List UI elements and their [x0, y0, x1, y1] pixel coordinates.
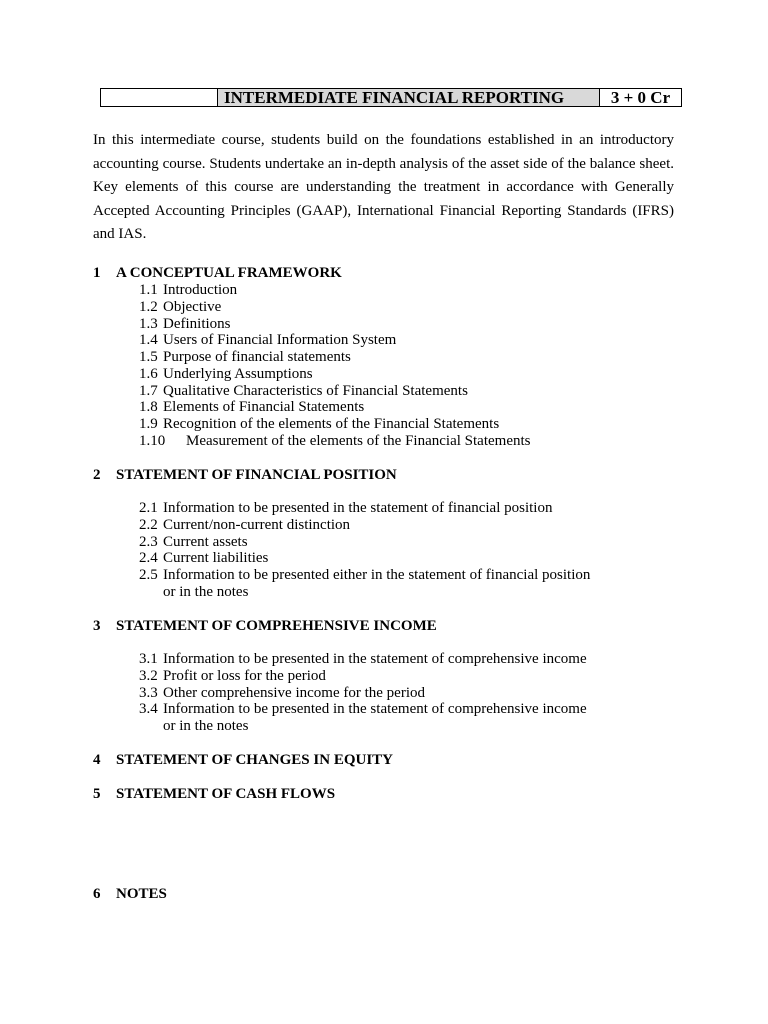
section-number: 4	[93, 752, 101, 768]
list-item: 2.1 Information to be presented in the statement of financial position	[139, 500, 553, 516]
list-item-continuation: or in the notes	[163, 718, 249, 734]
course-code-cell	[101, 89, 218, 106]
list-item: 2.2 Current/non-current distinction	[139, 516, 351, 533]
section-heading-1	[93, 265, 342, 282]
section-1-topics	[139, 282, 530, 450]
list-item: 3.1 Information to be presented in the statement of comprehensive income	[139, 651, 587, 667]
list-item: 1.2 Objective	[139, 298, 222, 315]
list-item: 2.5 Information to be presented either in the statement of financial position	[139, 567, 591, 583]
list-item: 1.1 Introduction	[139, 282, 238, 298]
section-title: STATEMENT OF COMPREHENSIVE INCOME	[116, 618, 437, 634]
course-title: INTERMEDIATE FINANCIAL REPORTING	[218, 89, 600, 106]
section-number: 5	[93, 786, 101, 802]
section-title: A CONCEPTUAL FRAMEWORK	[116, 265, 342, 281]
course-description: In this intermediate course, students build on the foundations established in an introductory accounting course. Students undertake an in-depth analysis of the asset side of the balance sheet. Key elements of this course are understanding the treatment in accordance with Generally Accepted Accounting Principles (GAAP), International Financial Reporting Standards (IFRS) and IAS.	[93, 132, 674, 243]
section-heading-2	[93, 467, 397, 484]
list-item: 2.4 Current liabilities	[139, 550, 269, 567]
section-heading-4	[93, 752, 393, 769]
list-item: 1.4 Users of Financial Information System	[139, 332, 397, 349]
section-heading-6	[93, 886, 167, 903]
section-2-topics	[139, 500, 590, 601]
list-item: 1.10 Measurement of the elements of the Financial Statements	[139, 432, 531, 449]
section-number: 3	[93, 618, 101, 634]
section-title: NOTES	[116, 886, 167, 902]
section-number: 1	[93, 265, 101, 281]
list-item-continuation: or in the notes	[163, 583, 249, 600]
section-title: STATEMENT OF CHANGES IN EQUITY	[116, 752, 393, 768]
section-3-topics	[139, 651, 587, 735]
section-heading-5	[93, 786, 335, 803]
course-header-table	[100, 88, 682, 107]
list-item: 1.6 Underlying Assumptions	[139, 365, 313, 382]
section-number: 2	[93, 467, 101, 483]
list-item: 1.9 Recognition of the elements of the Financial Statements	[139, 416, 500, 432]
section-title: STATEMENT OF FINANCIAL POSITION	[116, 467, 397, 483]
list-item: 1.5 Purpose of financial statements	[139, 349, 351, 365]
list-item: 3.2 Profit or loss for the period	[139, 667, 326, 684]
course-credits: 3 + 0 Cr	[610, 88, 671, 107]
list-item: 2.3 Current assets	[139, 533, 248, 550]
list-item: 3.3 Other comprehensive income for the period	[139, 684, 425, 701]
section-number: 6	[93, 886, 101, 902]
list-item: 1.8 Elements of Financial Statements	[139, 399, 365, 416]
section-title: STATEMENT OF CASH FLOWS	[116, 786, 336, 802]
list-item: 1.7 Qualitative Characteristics of Financial Statements	[139, 382, 468, 399]
section-heading-3	[93, 618, 437, 635]
list-item: 1.3 Definitions	[139, 315, 231, 332]
list-item: 3.4 Information to be presented in the statement of comprehensive income	[139, 701, 587, 718]
